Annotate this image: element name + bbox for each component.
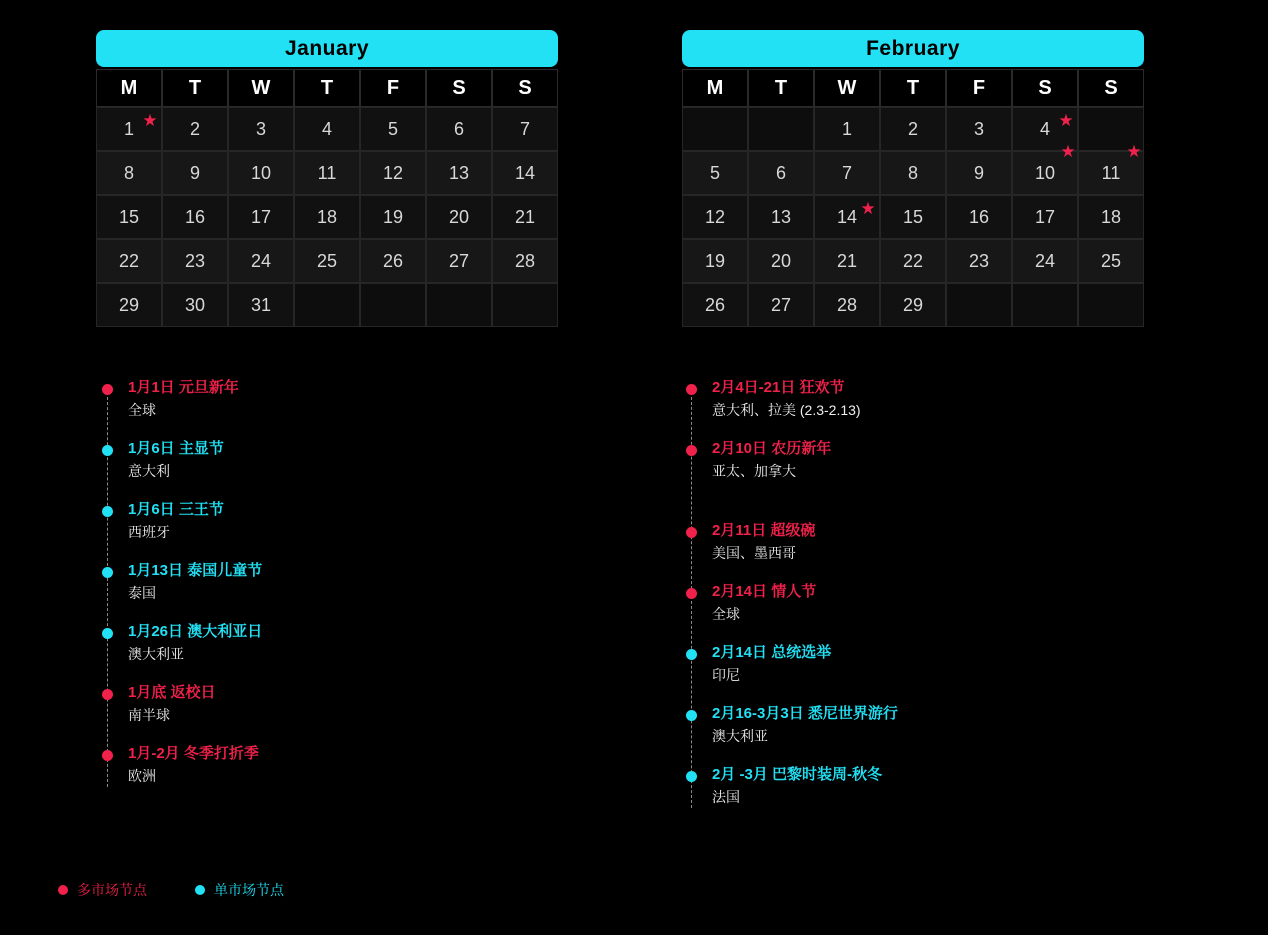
- dow-label: S: [1078, 69, 1144, 107]
- event-region: 欧洲: [128, 768, 156, 784]
- timeline-event[interactable]: [680, 378, 1150, 420]
- calendar-day[interactable]: 14: [492, 151, 558, 195]
- calendar-day[interactable]: 26: [360, 239, 426, 283]
- calendar-day[interactable]: 16: [162, 195, 228, 239]
- calendar-day[interactable]: 16: [946, 195, 1012, 239]
- event-title: 2月11日 超级碗: [712, 522, 816, 539]
- calendar-day[interactable]: 6: [426, 107, 492, 151]
- calendar-day[interactable]: 21: [814, 239, 880, 283]
- calendar-day[interactable]: 20: [748, 239, 814, 283]
- event-region: 印尼: [712, 667, 740, 683]
- calendar-day[interactable]: 27: [426, 239, 492, 283]
- dow-label: S: [1012, 69, 1078, 107]
- event-region: 美国、墨西哥: [712, 545, 796, 561]
- dow-label: F: [946, 69, 1012, 107]
- event-dot-multi-market-icon: [102, 750, 113, 761]
- calendar-day[interactable]: 24: [1012, 239, 1078, 283]
- calendar-day[interactable]: 25: [294, 239, 360, 283]
- event-region: 全球: [128, 402, 156, 418]
- calendar-day[interactable]: 10: [228, 151, 294, 195]
- calendar-day[interactable]: 7: [814, 151, 880, 195]
- calendar-day[interactable]: 22: [96, 239, 162, 283]
- calendar-day[interactable]: 26: [682, 283, 748, 327]
- calendar-day[interactable]: 31: [228, 283, 294, 327]
- calendar-day[interactable]: 18: [294, 195, 360, 239]
- event-title: 2月 -3月 巴黎时装周-秋冬: [712, 766, 883, 783]
- timeline-event[interactable]: [96, 500, 566, 542]
- calendar-day[interactable]: 4: [294, 107, 360, 151]
- calendar-day[interactable]: 13: [426, 151, 492, 195]
- calendar-day[interactable]: 27: [748, 283, 814, 327]
- event-title: 1月底 返校日: [128, 684, 216, 701]
- calendar-january-title: January: [96, 30, 558, 67]
- calendar-day-empty: [748, 107, 814, 151]
- calendar-january-grid: [96, 69, 558, 327]
- calendar-day[interactable]: 1: [814, 107, 880, 151]
- event-region: 澳大利亚: [712, 728, 768, 744]
- timeline-event[interactable]: [96, 378, 566, 420]
- calendar-day[interactable]: 23: [162, 239, 228, 283]
- calendar-day-empty: [1078, 283, 1144, 327]
- event-dot-single-market-icon: [686, 649, 697, 660]
- calendar-day[interactable]: 6: [748, 151, 814, 195]
- event-star-icon: ★: [1058, 111, 1074, 130]
- event-dot-multi-market-icon: [102, 384, 113, 395]
- dow-label: W: [228, 69, 294, 107]
- calendar-day-empty: [1012, 283, 1078, 327]
- event-title: 2月16-3月3日 悉尼世界游行: [712, 705, 898, 722]
- timeline-event[interactable]: [96, 561, 566, 603]
- calendar-day[interactable]: 2: [162, 107, 228, 151]
- calendar-day[interactable]: 11: [294, 151, 360, 195]
- calendar-day[interactable]: 9: [946, 151, 1012, 195]
- calendar-day[interactable]: 9: [162, 151, 228, 195]
- dow-label: T: [880, 69, 946, 107]
- dow-label: M: [96, 69, 162, 107]
- event-region: 西班牙: [128, 524, 170, 540]
- event-dot-multi-market-icon: [102, 689, 113, 700]
- event-dot-single-market-icon: [686, 710, 697, 721]
- timeline-event[interactable]: [680, 439, 1150, 481]
- calendar-day[interactable]: 1 ★: [96, 107, 162, 151]
- calendar-day-empty: [426, 283, 492, 327]
- event-title: 1月6日 主显节: [128, 440, 224, 457]
- event-region: 亚太、加拿大: [712, 463, 796, 479]
- timeline-event[interactable]: [680, 643, 1150, 685]
- calendar-day[interactable]: 4 ★: [1012, 107, 1078, 151]
- event-dot-single-market-icon: [102, 567, 113, 578]
- calendar-day[interactable]: 19: [682, 239, 748, 283]
- calendar-day[interactable]: 13: [748, 195, 814, 239]
- timeline-event[interactable]: [680, 765, 1150, 807]
- event-star-icon: ★: [860, 199, 876, 218]
- timeline-february: [680, 378, 1150, 826]
- dow-label: S: [426, 69, 492, 107]
- calendar-day[interactable]: 3: [228, 107, 294, 151]
- event-dot-single-market-icon: [686, 771, 697, 782]
- timeline-january: [96, 378, 566, 805]
- timeline-event[interactable]: [96, 439, 566, 481]
- event-star-icon: ★: [1060, 142, 1076, 161]
- calendar-day-empty: [946, 283, 1012, 327]
- legend-label: 多市场节点: [77, 882, 147, 898]
- calendar-day-empty: [294, 283, 360, 327]
- event-region: 全球: [712, 606, 740, 622]
- calendar-day[interactable]: 21: [492, 195, 558, 239]
- dow-label: S: [492, 69, 558, 107]
- timeline-event[interactable]: [680, 582, 1150, 624]
- calendar-day[interactable]: 14 ★: [814, 195, 880, 239]
- event-region: 泰国: [128, 585, 156, 601]
- calendar-day[interactable]: 12: [360, 151, 426, 195]
- calendar-day[interactable]: 19: [360, 195, 426, 239]
- calendar-day[interactable]: 18: [1078, 195, 1144, 239]
- calendar-day[interactable]: 10 ★: [1012, 151, 1078, 195]
- event-title: 1月26日 澳大利亚日: [128, 623, 263, 640]
- calendar-day[interactable]: 3: [946, 107, 1012, 151]
- calendar-day[interactable]: 8: [96, 151, 162, 195]
- calendar-day[interactable]: 2: [880, 107, 946, 151]
- calendar-day[interactable]: 11 ★: [1078, 151, 1144, 195]
- timeline-event[interactable]: [96, 683, 566, 725]
- event-dot-single-market-icon: [102, 506, 113, 517]
- calendar-day-empty: [682, 107, 748, 151]
- event-dot-multi-market-icon: [686, 445, 697, 456]
- event-title: 1月13日 泰国儿童节: [128, 562, 263, 579]
- calendar-february-title: February: [682, 30, 1144, 67]
- event-region: 意大利、拉美 (2.3-2.13): [712, 402, 861, 418]
- event-dot-multi-market-icon: [686, 384, 697, 395]
- calendar-day[interactable]: 5: [360, 107, 426, 151]
- calendar-day[interactable]: 7: [492, 107, 558, 151]
- event-region: 澳大利亚: [128, 646, 184, 662]
- event-star-icon: ★: [142, 111, 158, 130]
- timeline-event[interactable]: [96, 744, 566, 786]
- calendar-february: [682, 30, 1144, 327]
- timeline-event[interactable]: [96, 622, 566, 664]
- event-dot-multi-market-icon: [686, 527, 697, 538]
- calendar-day[interactable]: 23: [946, 239, 1012, 283]
- calendar-february-grid: [682, 69, 1144, 327]
- timeline-event[interactable]: [680, 704, 1150, 746]
- calendar-day[interactable]: 22: [880, 239, 946, 283]
- calendar-day[interactable]: 17: [1012, 195, 1078, 239]
- calendar-day[interactable]: 20: [426, 195, 492, 239]
- calendar-day[interactable]: 29: [96, 283, 162, 327]
- event-title: 2月10日 农历新年: [712, 440, 832, 457]
- dow-label: T: [162, 69, 228, 107]
- calendar-day[interactable]: 15: [96, 195, 162, 239]
- calendar-day-empty: [360, 283, 426, 327]
- event-title: 2月14日 情人节: [712, 583, 817, 600]
- calendar-day[interactable]: 28: [814, 283, 880, 327]
- event-title: 1月1日 元旦新年: [128, 379, 239, 396]
- event-title: 1月-2月 冬季打折季: [128, 745, 259, 762]
- event-title: 1月6日 三王节: [128, 501, 224, 518]
- dow-label: W: [814, 69, 880, 107]
- legend-label: 单市场节点: [214, 882, 284, 898]
- dow-label: M: [682, 69, 748, 107]
- calendar-day[interactable]: 30: [162, 283, 228, 327]
- calendar-day[interactable]: 17: [228, 195, 294, 239]
- calendar-day[interactable]: 12: [682, 195, 748, 239]
- calendar-day[interactable]: 25: [1078, 239, 1144, 283]
- event-dot-single-market-icon: [102, 445, 113, 456]
- legend: [58, 880, 284, 900]
- dow-label: T: [294, 69, 360, 107]
- calendar-day[interactable]: 5: [682, 151, 748, 195]
- timeline-event[interactable]: [680, 521, 1150, 563]
- event-dot-multi-market-icon: [686, 588, 697, 599]
- legend-item-multi-market: [58, 880, 147, 900]
- dow-label: F: [360, 69, 426, 107]
- event-region: 意大利: [128, 463, 170, 479]
- event-region: 南半球: [128, 707, 170, 723]
- event-star-icon: ★: [1126, 142, 1142, 161]
- event-dot-single-market-icon: [102, 628, 113, 639]
- calendar-day[interactable]: 29: [880, 283, 946, 327]
- legend-dot-single-market-icon: [195, 885, 205, 895]
- event-title: 2月4日-21日 狂欢节: [712, 379, 845, 396]
- legend-dot-multi-market-icon: [58, 885, 68, 895]
- event-title: 2月14日 总统选举: [712, 644, 832, 661]
- calendar-day[interactable]: 8: [880, 151, 946, 195]
- calendar-day[interactable]: 15: [880, 195, 946, 239]
- calendar-january: [96, 30, 558, 327]
- calendar-day[interactable]: 24: [228, 239, 294, 283]
- calendar-day[interactable]: 28: [492, 239, 558, 283]
- dow-label: T: [748, 69, 814, 107]
- calendar-day-empty: [492, 283, 558, 327]
- legend-item-single-market: [195, 880, 284, 900]
- event-region: 法国: [712, 789, 740, 805]
